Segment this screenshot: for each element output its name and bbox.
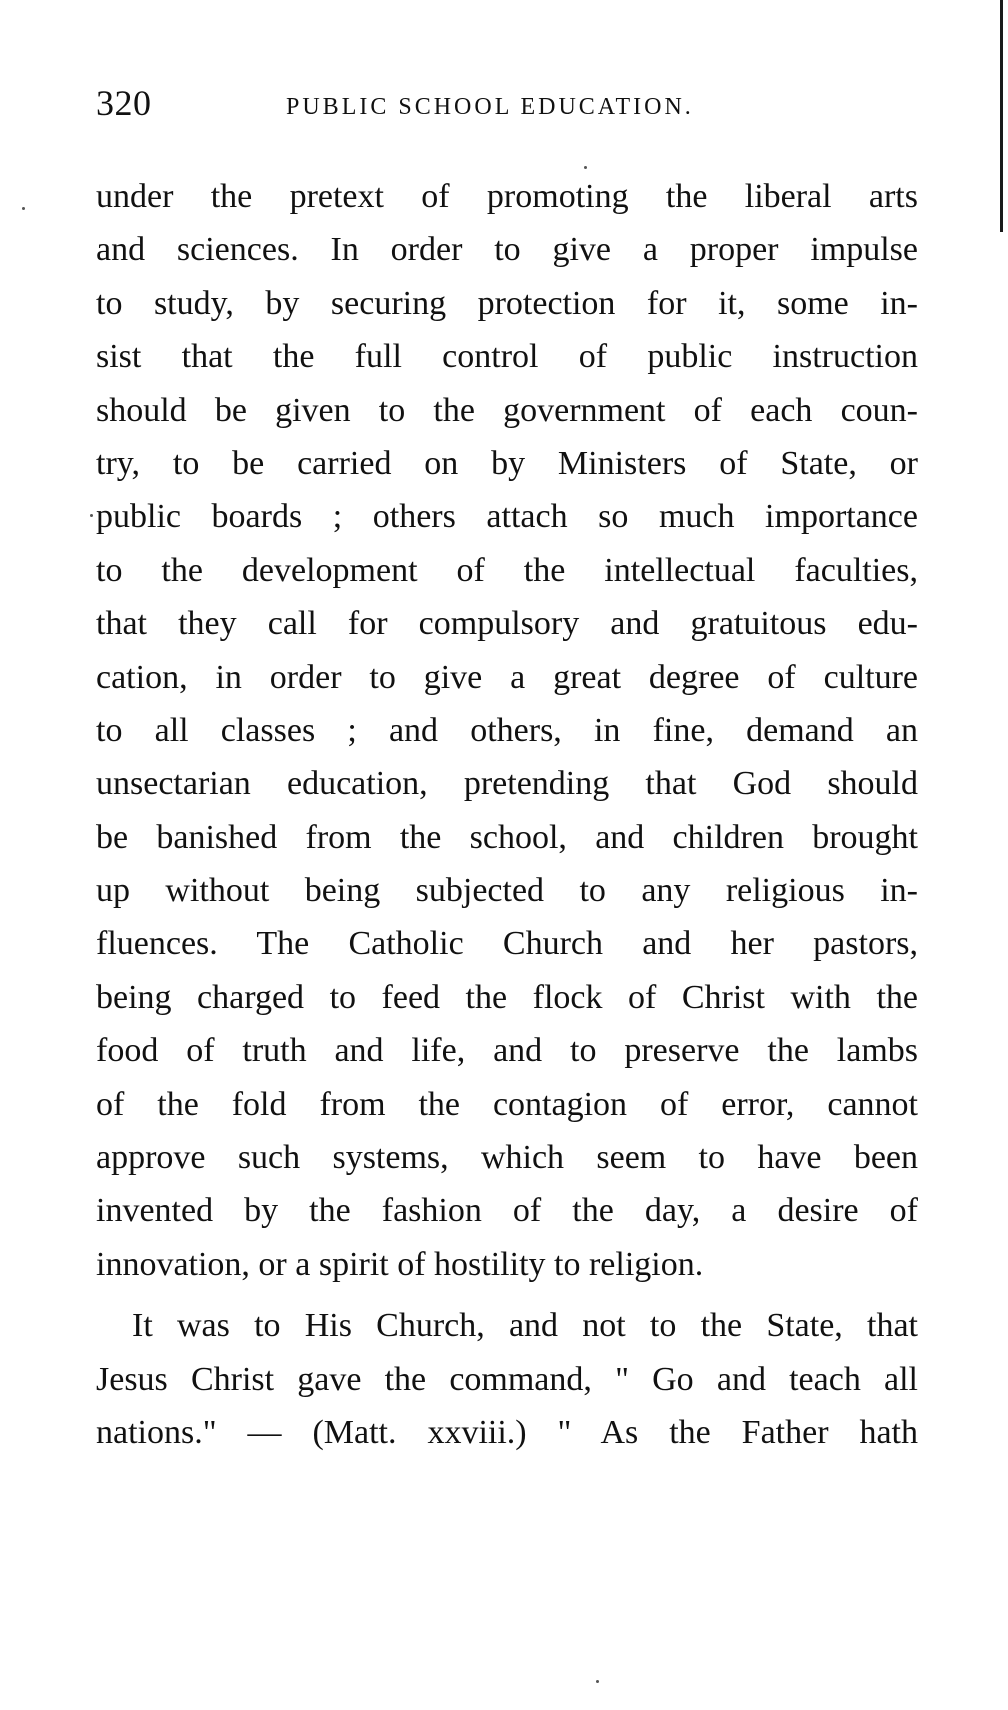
text-line: and sciences. In order to give a proper impulse xyxy=(96,231,918,269)
text-line: be banished from the school, and children brought xyxy=(96,818,918,856)
text-line: approve such systems, which seem to have been xyxy=(96,1139,918,1177)
text-line: that they call for compulsory and gratuitous edu- xyxy=(96,605,918,643)
text-line: sist that the full control of public instruction xyxy=(96,338,918,376)
page-header xyxy=(96,78,918,128)
text-line: should be given to the government of each coun- xyxy=(96,391,918,429)
text-line: unsectarian education, pretending that God should xyxy=(96,765,918,803)
paragraph-gap xyxy=(96,1291,918,1299)
text-line: nations." — (Matt. xxviii.) " As the Father hath xyxy=(96,1413,918,1451)
text-line: public boards ; others attach so much importance xyxy=(96,498,918,536)
text-line: try, to be carried on by Ministers of State, or xyxy=(96,444,918,482)
paragraph xyxy=(96,170,918,1291)
body-text xyxy=(96,170,918,1459)
text-line: under the pretext of promoting the liberal arts xyxy=(96,178,918,215)
text-line: food of truth and life, and to preserve the lambs xyxy=(96,1032,918,1070)
text-line: fluences. The Catholic Church and her pastors, xyxy=(96,925,918,963)
text-line: to study, by securing protection for it, some in- xyxy=(96,284,918,322)
text-line: Jesus Christ gave the command, " Go and teach all xyxy=(96,1360,918,1398)
print-speck xyxy=(22,207,25,210)
text-line: up without being subjected to any religious in- xyxy=(96,872,918,910)
print-speck xyxy=(90,514,93,517)
text-line: being charged to feed the flock of Christ with the xyxy=(96,978,918,1016)
page-number: 320 xyxy=(96,83,152,123)
text-line: to the development of the intellectual faculties, xyxy=(96,551,918,589)
paragraph xyxy=(96,1299,918,1459)
print-speck xyxy=(596,1680,599,1683)
page-edge-rule xyxy=(1000,0,1003,232)
running-head: PUBLIC SCHOOL EDUCATION. xyxy=(286,94,694,120)
text-line: innovation, or a spirit of hostility to religion. xyxy=(96,1245,704,1283)
text-line: cation, in order to give a great degree of culture xyxy=(96,658,918,696)
text-line: invented by the fashion of the day, a desire of xyxy=(96,1192,918,1230)
text-line: It was to His Church, and not to the State, that xyxy=(132,1307,918,1345)
print-speck xyxy=(584,166,587,169)
text-line: to all classes ; and others, in fine, demand an xyxy=(96,711,918,749)
text-line: of the fold from the contagion of error, cannot xyxy=(96,1085,918,1123)
